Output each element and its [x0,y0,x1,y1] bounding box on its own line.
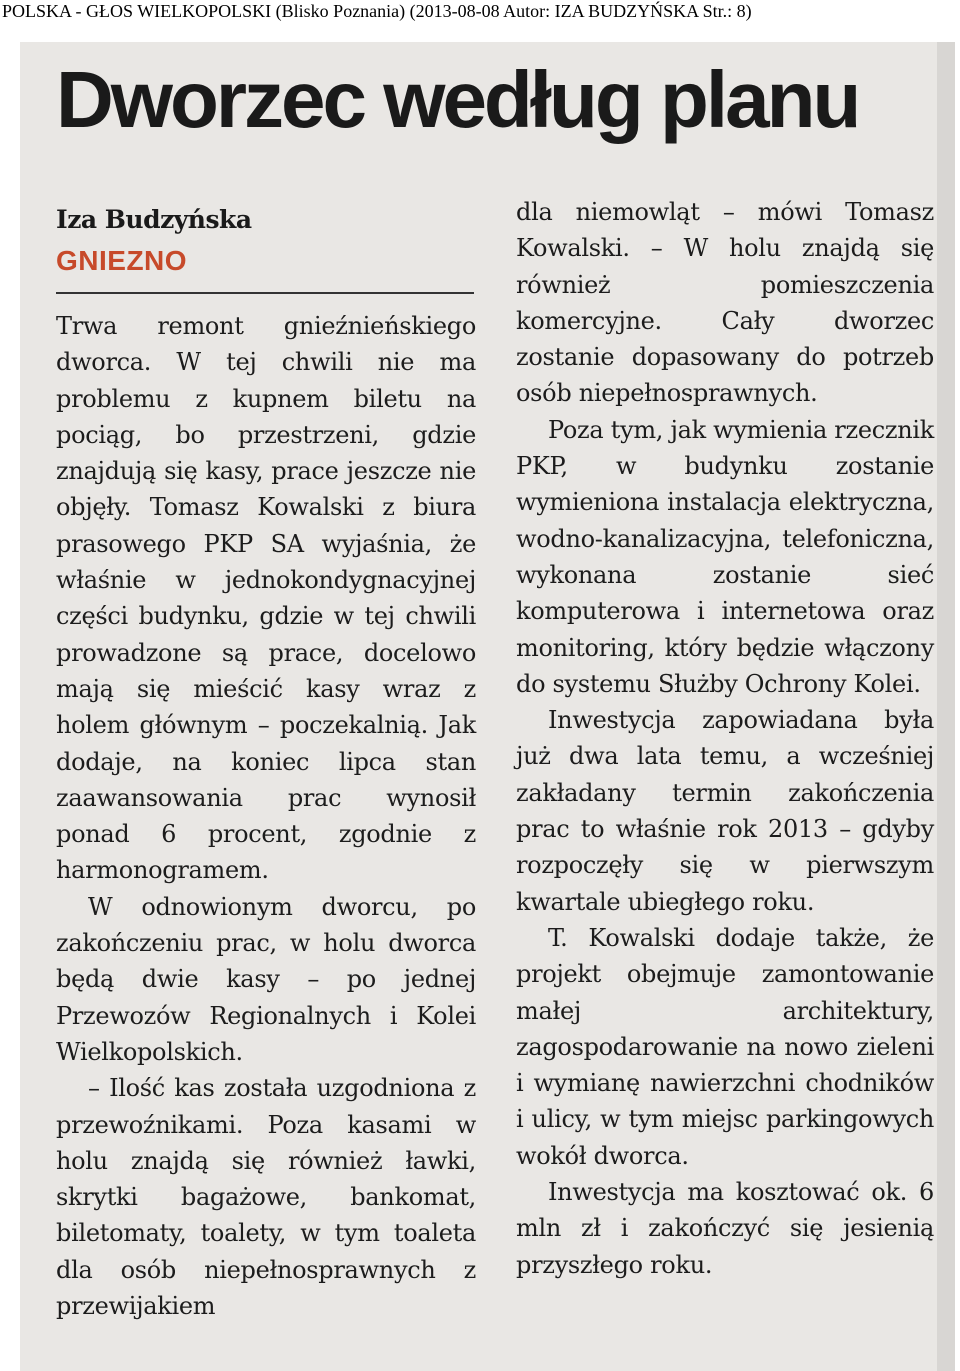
paragraph: Poza tym, jak wymienia rzecznik PKP, w budynku zostanie wymieniona instalacja elektryczna, wodno-kanalizacyjna, telefoniczna, wykonana zostanie sieć komputerowa i internetowa oraz monitoring, który będzie włączony do systemu Służby Ochrony Kolei. [516,415,934,698]
byline-divider [56,292,474,294]
article-location: GNIEZNO [56,245,188,276]
newspaper-clipping [20,42,955,1371]
article-column-right [516,194,934,1283]
source-header: POLSKA - GŁOS WIELKOPOLSKI (Blisko Poznania) (2013-08-08 Autor: IZA BUDZYŃSKA Str.: 8) [2,1,752,21]
article-column-left [56,308,476,1324]
paragraph: Inwestycja zapowiadana była już dwa lata temu, a wcześniej zakładany termin zakończenia prac to właśnie rok 2013 – gdyby rozpoczęły się w pierwszym kwartale ubiegłego roku. [516,706,934,916]
article-title: Dworzec według planu [56,55,859,144]
paragraph: dla niemowląt – mówi Tomasz Kowalski. – W holu znajdą się również pomieszczenia komercyjne. Cały dworzec zostanie dopasowany do potrzeb osób niepełnosprawnych. [516,198,934,408]
paragraph: T. Kowalski dodaje także, że projekt obejmuje zamontowanie małej architektury, zagospodarowanie na nowo zieleni i wymianę nawierzchni chodników i ulicy, w tym miejsc parkingowych wokół dworca. [516,923,934,1170]
clipping-edge [937,42,955,1371]
paragraph: Inwestycja ma kosztować ok. 6 mln zł i zakończyć się jesienią przyszłego roku. [516,1178,934,1279]
paragraph: Trwa remont gnieźnieńskiego dworca. W tej chwili nie ma problemu z kupnem biletu na pociąg, bo przestrzeni, gdzie znajdują się kasy, prace jeszcze nie objęły. Tomasz Kowalski z biura prasowego PKP SA wyjaśnia, że właśnie w jednokondygnacyjnej części budynku, gdzie w tej chwili prowadzone są prace, docelowo mają się mieścić kasy wraz z holem głównym – poczekalnią. Jak dodaje, na koniec lipca stan zaawansowania prac wynosił ponad 6 procent, zgodnie z harmonogramem. [56,312,476,885]
paragraph: W odnowionym dworcu, po zakończeniu prac, w holu dworca będą dwie kasy – po jednej Przewozów Regionalnych i Kolei Wielkopolskich. [56,892,476,1066]
article-author: Iza Budzyńska [56,205,252,234]
paragraph: – Ilość kas została uzgodniona z przewoźnikami. Poza kasami w holu znajdą się również ławki, skrytki bagażowe, bankomat, biletomaty, toalety, w tym toaleta dla osób niepełnosprawnych z przewijakiem [56,1074,476,1321]
